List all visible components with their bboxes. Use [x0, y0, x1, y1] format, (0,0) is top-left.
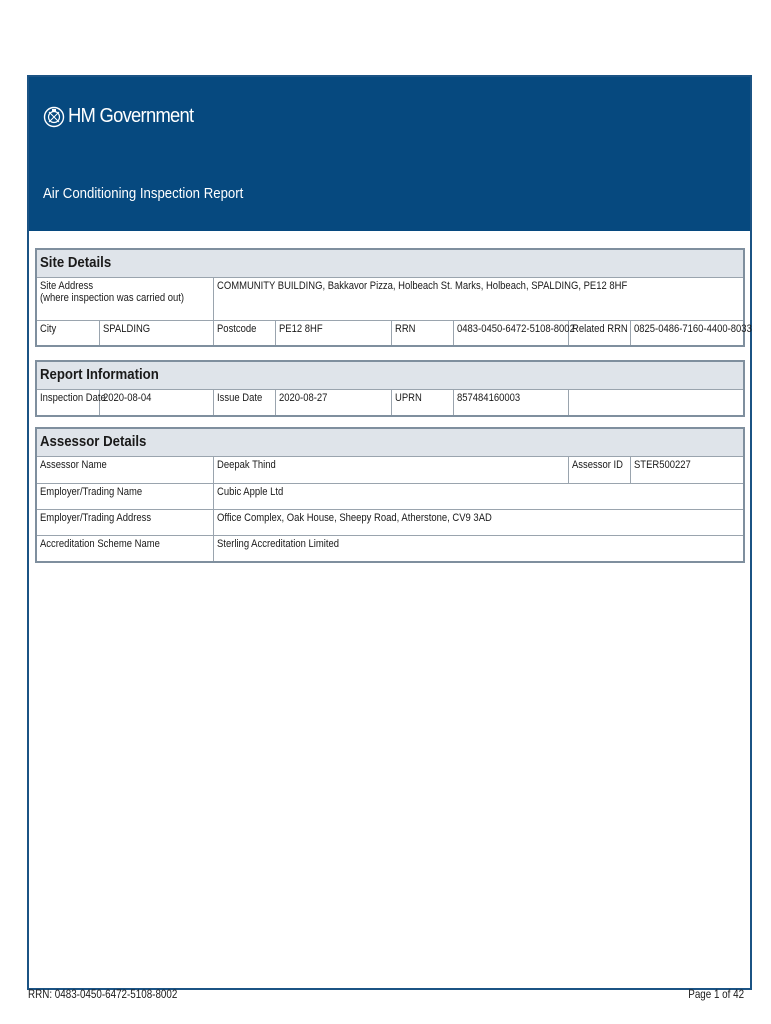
uprn-label: UPRN — [391, 390, 453, 415]
related-rrn-label: Related RRN — [568, 320, 630, 345]
rrn-value: 0483-0450-6472-5108-8002 — [453, 320, 568, 345]
employer-name-value: Cubic Apple Ltd — [213, 483, 743, 509]
footer-rrn: RRN: 0483-0450-6472-5108-8002 — [28, 987, 178, 1001]
employer-address-value: Office Complex, Oak House, Sheepy Road, Atherstone, CV9 3AD — [213, 509, 743, 535]
report-title: Air Conditioning Inspection Report — [43, 185, 244, 202]
accreditation-scheme-label: Accreditation Scheme Name — [37, 535, 213, 561]
hm-government-logo — [43, 105, 204, 128]
employer-address-label: Employer/Trading Address — [37, 509, 213, 535]
inspection-date-label: Inspection Date — [37, 390, 99, 415]
accreditation-scheme-value: Sterling Accreditation Limited — [213, 535, 743, 561]
header-banner — [29, 77, 750, 231]
city-label: City — [37, 320, 99, 345]
uprn-value: 857484160003 — [453, 390, 568, 415]
postcode-label: Postcode — [213, 320, 275, 345]
issue-date-value: 2020-08-27 — [275, 390, 391, 415]
assessor-details-section — [35, 427, 745, 563]
site-address-label: Site Address (where inspection was carried out) — [37, 278, 213, 320]
postcode-value: PE12 8HF — [275, 320, 391, 345]
page-number: Page 1 of 42 — [688, 987, 744, 1001]
site-details-table — [37, 278, 752, 345]
rrn-label: RRN — [391, 320, 453, 345]
assessor-name-value: Deepak Thind — [213, 457, 568, 483]
report-information-table — [37, 390, 743, 415]
issue-date-label: Issue Date — [213, 390, 275, 415]
logo-text: HM Government — [68, 105, 194, 127]
assessor-name-label: Assessor Name — [37, 457, 213, 483]
related-rrn-value: 0825-0486-7160-4400-8033 — [630, 320, 743, 345]
section-title: Report Information — [37, 362, 743, 390]
assessor-details-table — [37, 457, 743, 561]
assessor-id-value: STER500227 — [630, 457, 743, 483]
section-title: Site Details — [37, 250, 743, 278]
site-details-section — [35, 248, 752, 347]
site-address-value: COMMUNITY BUILDING, Bakkavor Pizza, Holbeach St. Marks, Holbeach, SPALDING, PE12 8HF — [213, 278, 743, 320]
empty-cell — [568, 390, 743, 415]
royal-crest-icon — [43, 106, 65, 128]
report-information-section — [35, 360, 745, 417]
city-value: SPALDING — [99, 320, 213, 345]
employer-name-label: Employer/Trading Name — [37, 483, 213, 509]
report-page — [27, 75, 752, 990]
assessor-id-label: Assessor ID — [568, 457, 630, 483]
inspection-date-value: 2020-08-04 — [99, 390, 213, 415]
section-title: Assessor Details — [37, 429, 743, 457]
